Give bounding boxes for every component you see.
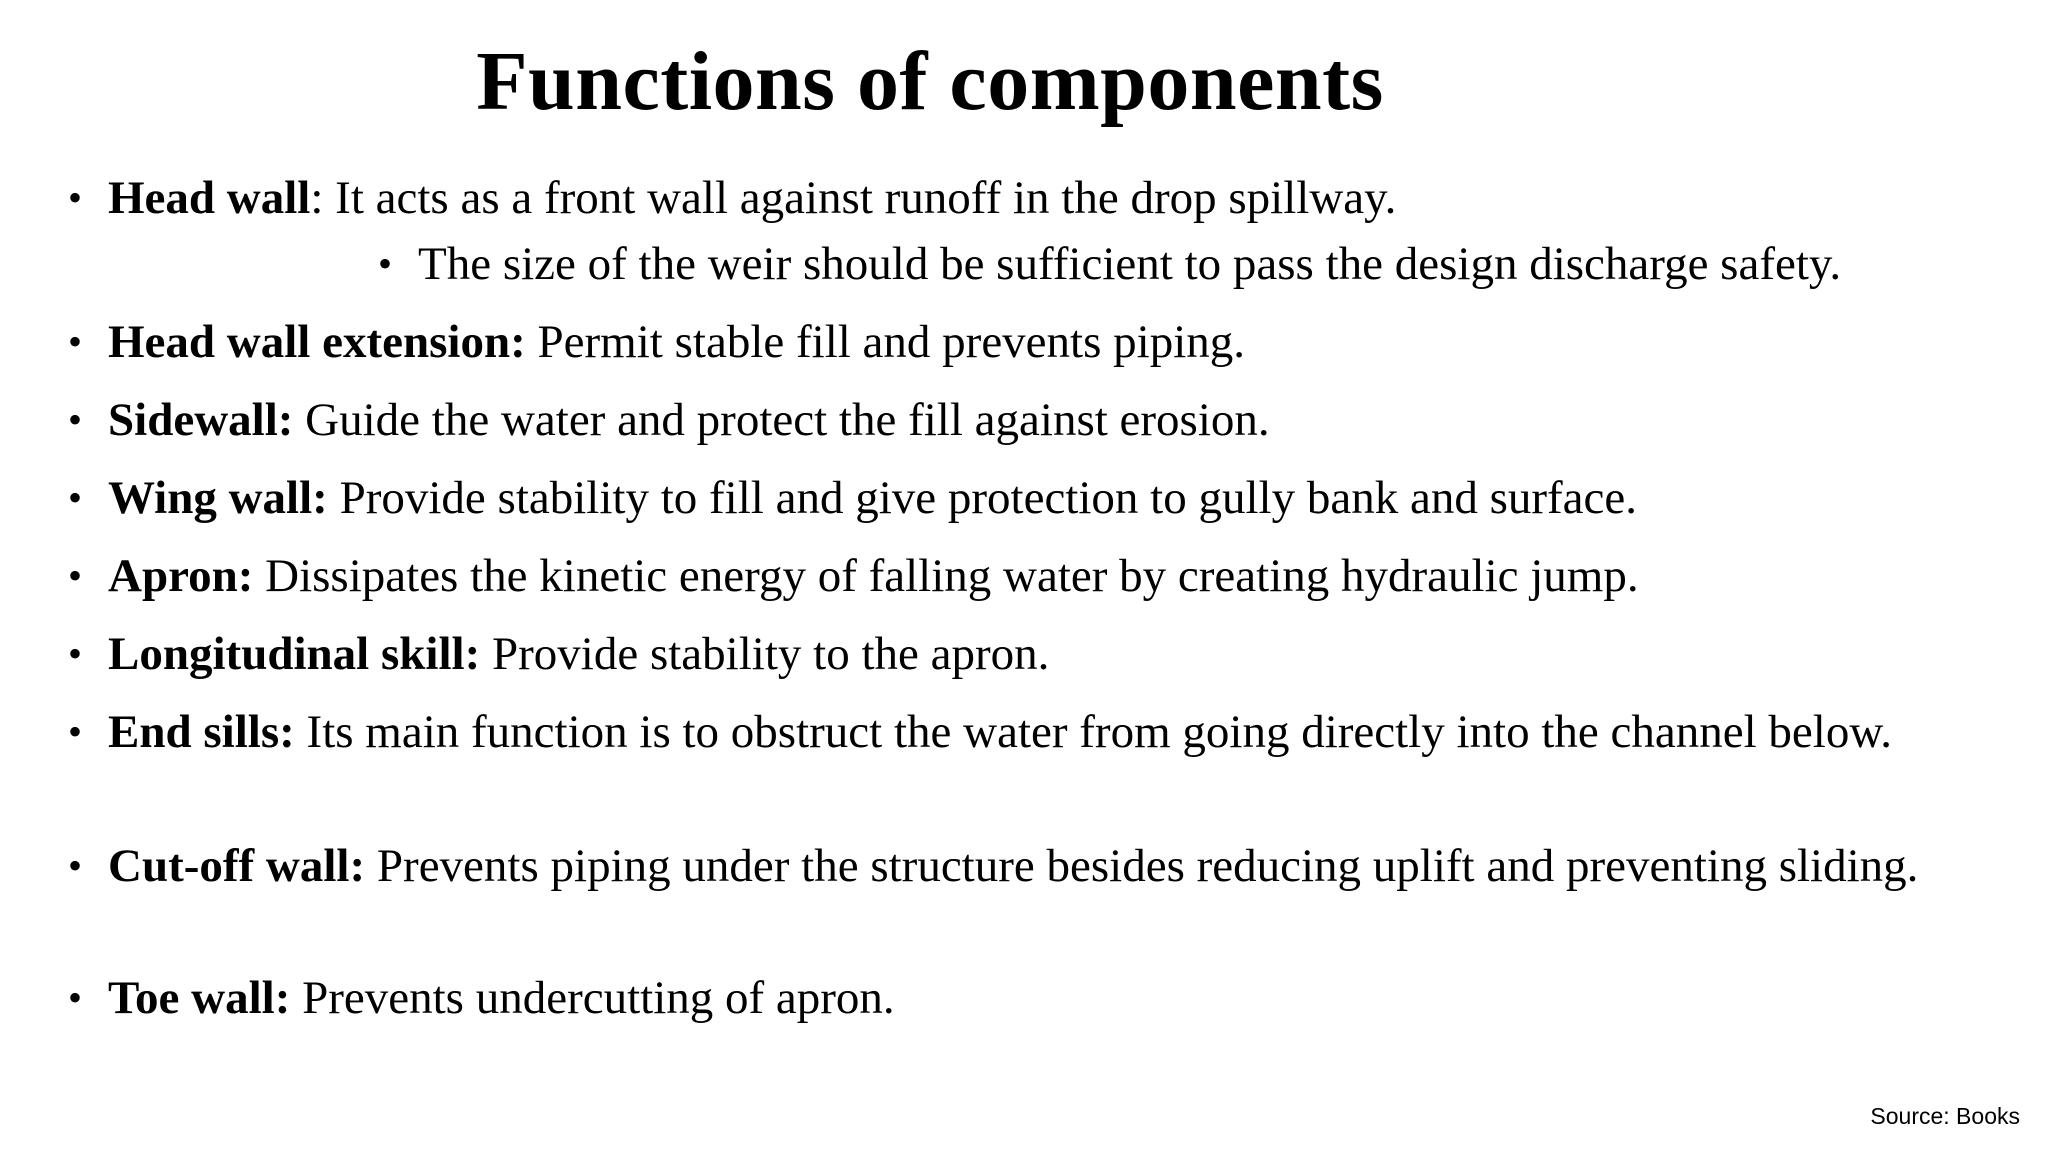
list-item-apron bbox=[68, 548, 1998, 604]
item-text: Its main function is to obstruct the water from going directly into the channel below. bbox=[294, 706, 1892, 758]
bullet-icon: • bbox=[68, 631, 83, 676]
bullet-icon: • bbox=[68, 553, 83, 598]
item-term: Cut-off wall: bbox=[108, 840, 366, 892]
list-item-sidewall bbox=[68, 392, 1998, 448]
list-item-wing-wall bbox=[68, 470, 1998, 526]
item-term: Wing wall: bbox=[108, 472, 328, 524]
sub-list-item-weir-size bbox=[378, 236, 2018, 292]
item-term: Apron: bbox=[108, 550, 254, 602]
bullet-icon: • bbox=[68, 843, 83, 888]
bullet-icon: • bbox=[68, 975, 83, 1020]
item-term: Toe wall: bbox=[108, 972, 291, 1024]
bullet-icon: • bbox=[68, 475, 83, 520]
item-term: Sidewall: bbox=[108, 394, 294, 446]
item-text: : It acts as a front wall against runoff in the drop spillway. bbox=[310, 172, 1397, 224]
list-item-longitudinal-skill bbox=[68, 626, 1998, 682]
list-item-toe-wall bbox=[68, 970, 1998, 1026]
bullet-icon: • bbox=[378, 241, 393, 286]
slide-title: Functions of components bbox=[476, 35, 1384, 128]
list-item-head-wall bbox=[68, 170, 1998, 226]
source-note: Source: Books bbox=[1870, 1103, 2020, 1129]
list-item-head-wall-extension bbox=[68, 314, 1998, 370]
item-text: Provide stability to the apron. bbox=[480, 628, 1050, 680]
item-term: Longitudinal skill: bbox=[108, 628, 481, 680]
list-item-end-sills bbox=[68, 704, 1998, 760]
item-text: Prevents piping under the structure besides reducing uplift and preventing sliding. bbox=[365, 840, 1919, 892]
item-text: Dissipates the kinetic energy of falling water by creating hydraulic jump. bbox=[253, 550, 1639, 602]
bullet-icon: • bbox=[68, 709, 83, 754]
bullet-icon: • bbox=[68, 319, 83, 364]
item-term: Head wall extension: bbox=[108, 316, 526, 368]
item-text: Prevents undercutting of apron. bbox=[290, 972, 895, 1024]
item-term: Head wall bbox=[108, 172, 311, 224]
bullet-icon: • bbox=[68, 175, 83, 220]
list-item-cut-off-wall bbox=[68, 838, 1998, 894]
item-text: Permit stable fill and prevents piping. bbox=[525, 316, 1246, 368]
item-text: Provide stability to fill and give protection to gully bank and surface. bbox=[327, 472, 1637, 524]
item-text: Guide the water and protect the fill against erosion. bbox=[293, 394, 1270, 446]
bullet-icon: • bbox=[68, 397, 83, 442]
item-term: End sills: bbox=[108, 706, 295, 758]
sub-item-text: The size of the weir should be sufficient to pass the design discharge safety. bbox=[418, 238, 1842, 290]
